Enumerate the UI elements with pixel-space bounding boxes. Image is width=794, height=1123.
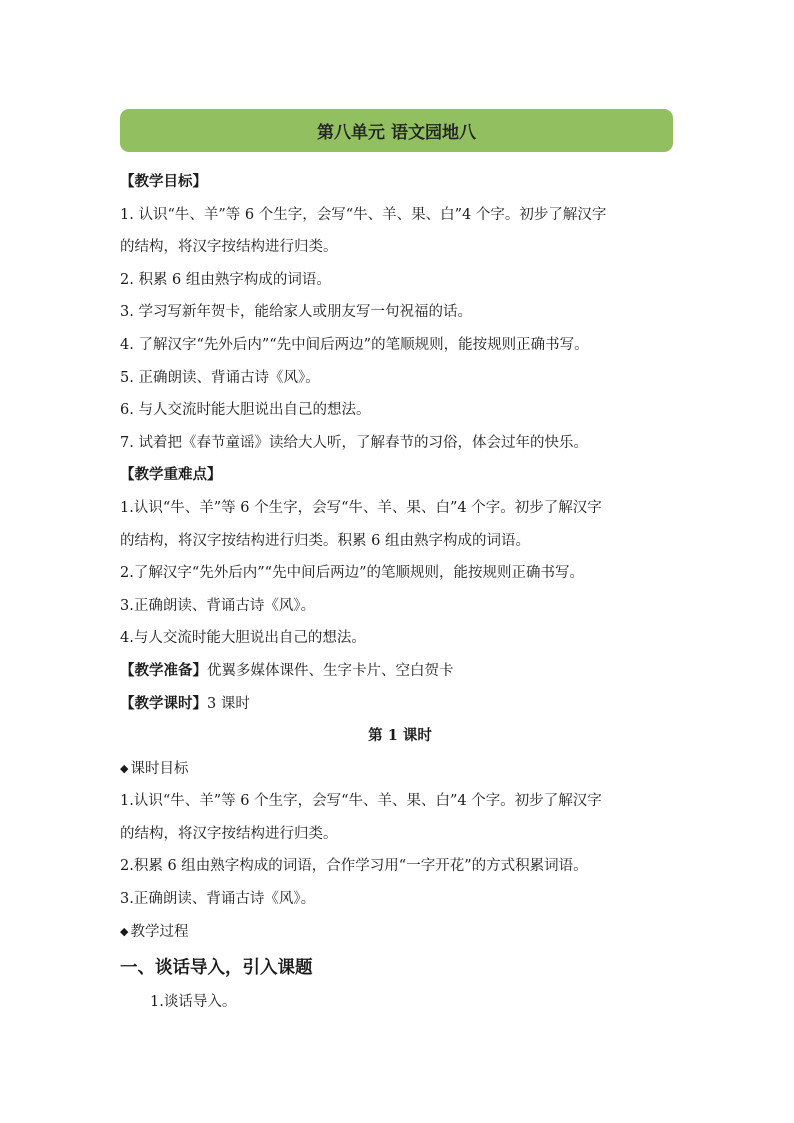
goals-heading: 【教学目标】 [120, 173, 207, 190]
key-points-heading: 【教学重难点】 [120, 466, 222, 484]
lesson-goal-line: 的结构，将汉字按结构进行归类。 [120, 825, 338, 842]
unit-title-banner [120, 109, 673, 152]
key-point-line: 2.了解汉字“先外后内”“先中间后两边”的笔顺规则，能按规则正确书写。 [120, 565, 584, 582]
goal-line: 2. 积累 6 组由熟字构成的词语。 [120, 271, 331, 288]
part-one-heading: 一、谈话导入，引入课题 [120, 958, 313, 979]
part-one-item: 1.谈话导入。 [150, 994, 237, 1011]
lesson-goal-heading-line [120, 753, 680, 786]
class-hours-line [120, 688, 680, 721]
goal-line: 1. 认识“牛、羊”等 6 个生字，会写“牛、羊、果、白”4 个字。初步了解汉字 [120, 206, 607, 223]
lesson-goal-line: 1.认识“牛、羊”等 6 个生字，会写“牛、羊、果、白”4 个字。初步了解汉字 [120, 793, 602, 810]
goal-line: 的结构，将汉字按结构进行归类。 [120, 239, 338, 256]
diamond-bullet-icon: ◆ [120, 924, 129, 938]
process-heading-line [120, 916, 680, 949]
goal-line: 7. 试着把《春节童谣》读给大人听，了解春节的习俗，体会过年的快乐。 [120, 434, 588, 451]
goal-line: 4. 了解汉字“先外后内”“先中间后两边”的笔顺规则，能按规则正确书写。 [120, 336, 589, 353]
lesson-title: 第 1 课时 [368, 727, 432, 745]
lesson-plan-body [120, 166, 680, 1019]
key-point-line: 3.正确朗读、背诵古诗《风》。 [120, 597, 316, 614]
goal-line: 6. 与人交流时能大胆说出自己的想法。 [120, 402, 371, 419]
preparation-line [120, 655, 680, 688]
lesson-goal-heading: 课时目标 [130, 760, 189, 777]
lesson-goal-line: 2.积累 6 组由熟字构成的词语，合作学习用“一字开花”的方式积累词语。 [120, 858, 588, 875]
class-hours-text: 3 课时 [207, 695, 250, 712]
process-heading: 教学过程 [130, 923, 189, 940]
preparation-text: 优翼多媒体课件、生字卡片、空白贺卡 [207, 662, 454, 679]
goal-line: 5. 正确朗读、背诵古诗《风》。 [120, 369, 320, 386]
unit-title: 第八单元 语文园地八 [317, 123, 476, 143]
lesson-goal-line: 3.正确朗读、背诵古诗《风》。 [120, 891, 316, 908]
class-hours-heading: 【教学课时】 [120, 694, 207, 712]
diamond-bullet-icon: ◆ [120, 761, 129, 775]
key-point-line: 1.认识“牛、羊”等 6 个生字，会写“牛、羊、果、白”4 个字。初步了解汉字 [120, 499, 602, 516]
goal-line: 3. 学习写新年贺卡，能给家人或朋友写一句祝福的话。 [120, 304, 472, 321]
key-point-line: 的结构，将汉字按结构进行归类。积累 6 组由熟字构成的词语。 [120, 532, 530, 549]
preparation-heading: 【教学准备】 [120, 661, 207, 679]
key-point-line: 4.与人交流时能大胆说出自己的想法。 [120, 630, 366, 647]
